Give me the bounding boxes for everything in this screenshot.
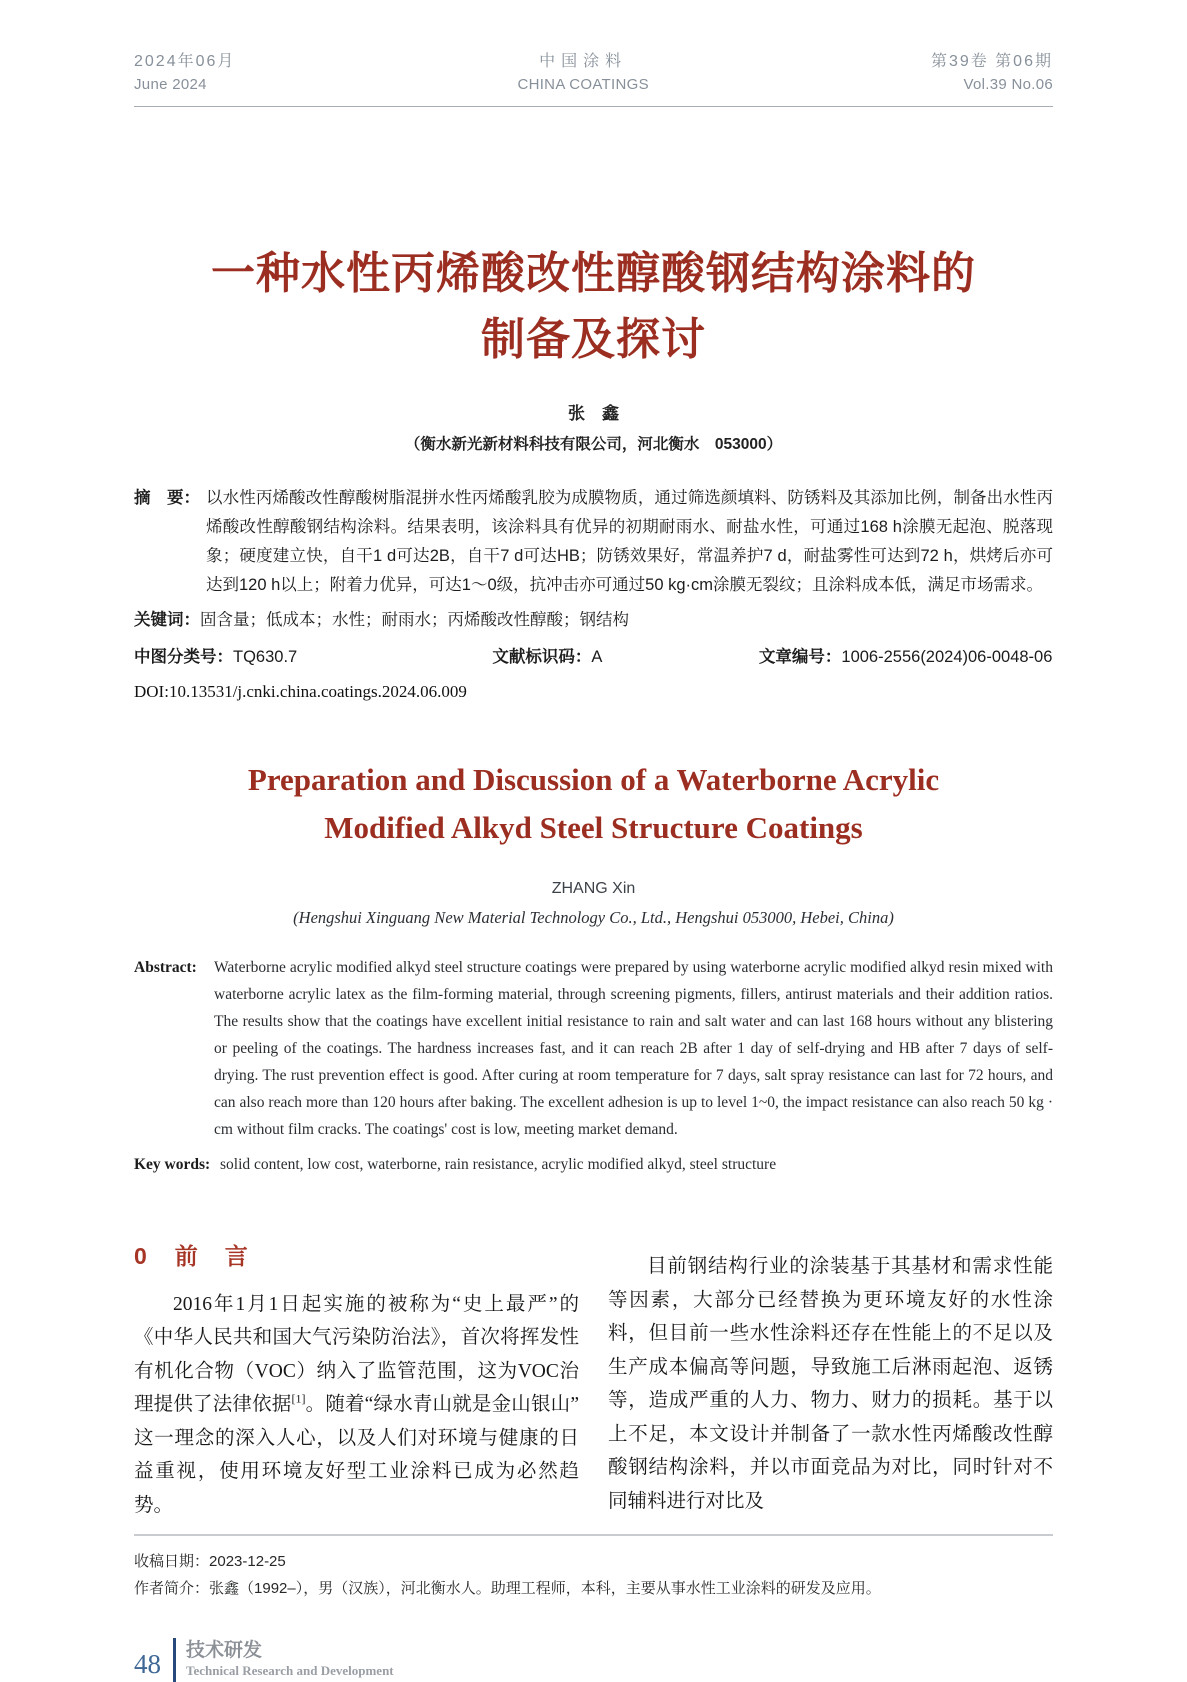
received-date	[134, 1548, 1053, 1575]
article-id-label: 文章编号：	[758, 648, 842, 666]
footer-column-zh: 技术研发	[186, 1640, 263, 1661]
body-columns	[134, 1240, 1053, 1522]
running-head	[134, 0, 1053, 107]
article-title-en	[134, 756, 1053, 852]
right-column	[608, 1240, 1053, 1522]
author-bio	[134, 1575, 1053, 1602]
section-0-heading	[134, 1240, 579, 1274]
issue-zh: 第39卷 第06期	[930, 53, 1053, 70]
document-code	[492, 643, 759, 672]
article-title-en-line2: Modified Alkyd Steel Structure Coatings	[324, 810, 863, 845]
date-en: June 2024	[134, 76, 207, 93]
keywords-en-label: Key words:	[134, 1156, 211, 1173]
running-head-date	[134, 50, 235, 96]
section-0-number: 0	[134, 1243, 149, 1269]
affiliation-zh: （衡水新光新材料科技有限公司，河北衡水 053000）	[404, 436, 783, 453]
clc-value: TQ630.7	[233, 648, 298, 666]
author-bio-value: 张鑫（1992–），男（汉族），河北衡水人。助理工程师，本科，主要从事水性工业涂料的研发及应用。	[209, 1580, 881, 1597]
date-zh: 2024年06月	[134, 53, 236, 70]
footer-column-en: Technical Research and Development	[186, 1663, 394, 1678]
page-number: 48	[134, 1648, 161, 1679]
document-code-label: 文献标识码：	[492, 648, 592, 666]
keywords-zh	[134, 606, 1053, 635]
left-column	[134, 1240, 579, 1522]
footer-divider-bar	[173, 1638, 176, 1682]
journal-name-en: CHINA COATINGS	[517, 76, 649, 93]
author-zh: 张 鑫	[568, 404, 619, 423]
keywords-zh-label: 关键词：	[134, 611, 200, 629]
classification-row	[134, 643, 1053, 672]
footer-column-name	[186, 1640, 394, 1680]
abstract-en-label: Abstract:	[134, 959, 197, 976]
received-date-value: 2023-12-25	[209, 1553, 286, 1570]
issue-en: Vol.39 No.06	[963, 76, 1053, 93]
article-title-en-line1: Preparation and Discussion of a Waterborne Acrylic	[247, 762, 940, 797]
page-footer	[134, 1638, 1053, 1682]
article-id	[759, 643, 1053, 672]
document-code-value: A	[591, 648, 603, 666]
abstract-en	[134, 954, 1053, 1143]
abstract-en-text: Waterborne acrylic modified alkyd steel structure coatings were prepared by using waterborne acrylic modified alkyd resin mixed with waterborne acrylic latex as the film-forming material, through screening pigments, fillers, antirust materials and their addition ratios. The results show that the coatings have excellent initial resistance to rain and salt water and can last 168 hours without any blistering or peeling of the coatings. The hardness increases fast, and it can reach 2B after 1 day of self-drying and HB after 7 days of self-drying. The rust prevention effect is good. After curing at room temperature for 7 days, salt spray resistance can last for 72 hours, and can also reach more than 120 hours after baking. The excellent adhesion is up to level 1~0, the impact resistance can also reach 50 kg · cm without film cracks. The coatings' cost is low, meeting market demand.	[214, 959, 1053, 1138]
article-title-zh	[134, 241, 1053, 373]
keywords-en-text: solid content, low cost, waterborne, rain resistance, acrylic modified alkyd, steel structure	[220, 1156, 777, 1173]
intro-paragraph-left	[134, 1288, 579, 1523]
abstract-zh-label: 摘 要：	[134, 489, 200, 507]
citation-ref-1: [1]	[291, 1391, 306, 1406]
received-date-label: 收稿日期：	[134, 1553, 210, 1570]
affiliation-en: (Hengshui Xinguang New Material Technology Co., Ltd., Hengshui 053000, Hebei, China)	[293, 908, 894, 927]
keywords-zh-text: 固含量；低成本；水性；耐雨水；丙烯酸改性醇酸；钢结构	[200, 611, 629, 629]
author-bio-label: 作者简介：	[134, 1580, 210, 1597]
abstract-zh	[134, 484, 1053, 600]
article-id-value: 1006-2556(2024)06-0048-06	[841, 648, 1053, 666]
intro-left-part1: 2016年1月1日起实施的被称为“史上最严”的《中华人民共和国大气污染防治法》，首次将挥发性有机化合物（VOC）纳入了监管范围，这为VOC治理提供了法律依据	[134, 1293, 579, 1415]
article-title-zh-line2: 制备及探讨	[481, 315, 706, 364]
clc-label: 中图分类号：	[134, 648, 233, 666]
intro-paragraph-right: 目前钢结构行业的涂装基于其基材和需求性能等因素，大部分已经替换为更环境友好的水性涂料，但目前一些水性涂料还存在性能上的不足以及生产成本偏高等问题，导致施工后淋雨起泡、返锈等，造成严重的人力、物力、财力的损耗。基于以上不足，本文设计并制备了一款水性丙烯酸改性醇酸钢结构涂料，并以市面竞品为对比，同时针对不同辅料进行对比及	[608, 1256, 1053, 1512]
clc-number	[134, 643, 492, 672]
intro-left-part2: 。随着“绿水青山就是金山银山”这一理念的深入人心，以及人们对环境与健康的日益重视，使用环境友好型工业涂料已成为必然趋势。	[134, 1394, 579, 1516]
section-0-title: 前 言	[174, 1243, 250, 1269]
doi: DOI:10.13531/j.cnki.china.coatings.2024.06.009	[134, 682, 467, 701]
running-head-journal	[517, 50, 648, 96]
author-en: ZHANG Xin	[551, 880, 636, 897]
keywords-en	[134, 1151, 1053, 1178]
running-head-issue	[931, 50, 1053, 96]
footnote-block	[134, 1534, 1053, 1602]
journal-name-zh: 中国涂料	[539, 53, 628, 70]
abstract-zh-text: 以水性丙烯酸改性醇酸树脂混拼水性丙烯酸乳胶为成膜物质，通过筛选颜填料、防锈料及其添加比例，制备出水性丙烯酸改性醇酸钢结构涂料。结果表明，该涂料具有优异的初期耐雨水、耐盐水性，可通过168 h涂膜无起泡、脱落现象；硬度建立快，自干1 d可达2B，自干7 d可达HB；防锈效果好，常温养护7 d，耐盐雾性可达到72 h，烘烤后亦可达到120 h以上；附着力优异，可达1～0级，抗冲击亦可通过50 kg·cm涂膜无裂纹；且涂料成本低，满足市场需求。	[206, 489, 1053, 594]
article-title-zh-line1: 一种水性丙烯酸改性醇酸钢结构涂料的	[211, 249, 976, 298]
